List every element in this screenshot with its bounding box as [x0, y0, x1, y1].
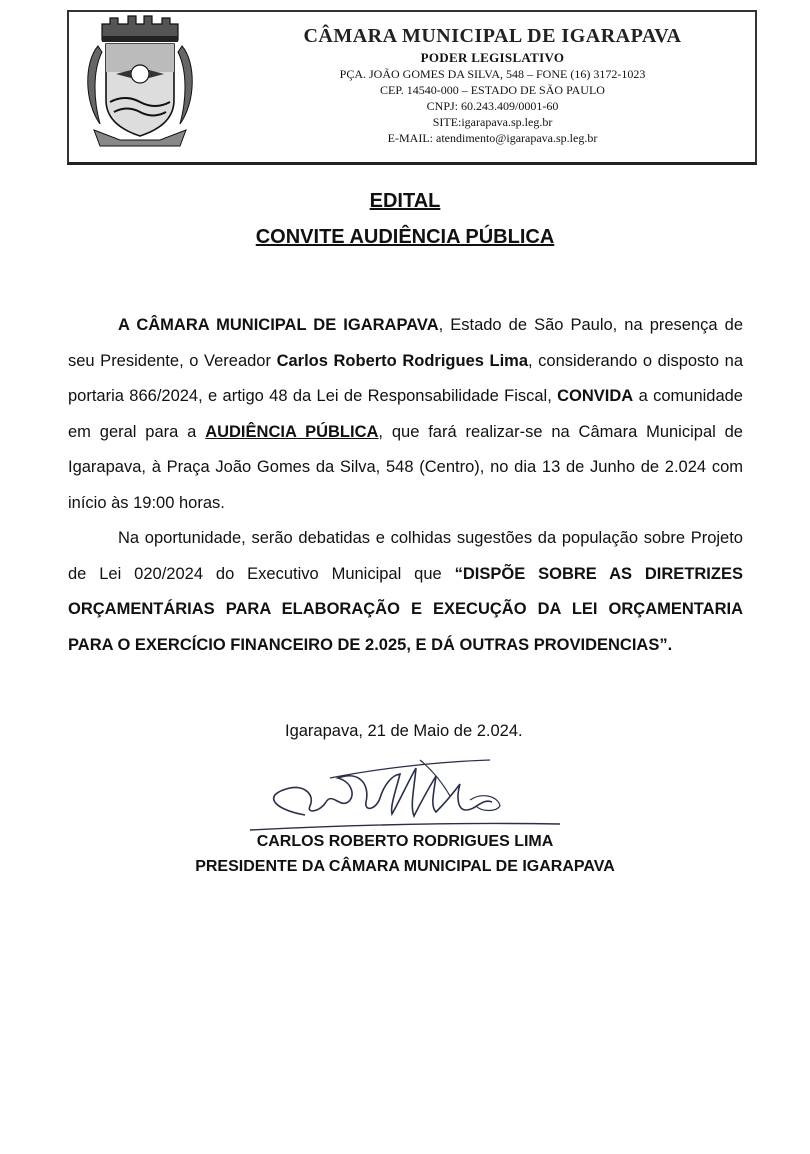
- bill-title: “DISPÕE SOBRE AS DIRETRIZES ORÇAMENTÁRIAS PARA ELABORAÇÃO E EXECUÇÃO DA LEI ORÇAMENTARIA PARA O EXERCÍCIO FINANCEIRO DE 2.025, E DÁ OUTRAS PROVIDENCIAS”.: [68, 564, 743, 654]
- text-run: , Estado de São Paulo, na presença de seu Presidente, o Vereador: [68, 316, 743, 370]
- institution-name: CÂMARA MUNICIPAL DE IGARAPAVA: [303, 25, 682, 47]
- text-run: a comunidade em geral para a: [68, 387, 743, 441]
- paragraph-invitation: [68, 308, 743, 521]
- site-line: SITE:igarapava.sp.leg.br: [432, 115, 553, 129]
- paragraph-agenda: [68, 521, 743, 663]
- coat-of-arms-icon: [80, 12, 200, 152]
- cnpj-line: CNPJ: 60.243.409/0001-60: [426, 99, 559, 113]
- email-line: E-MAIL: atendimento@igarapava.sp.leg.br: [387, 131, 598, 145]
- chamber-name: A CÂMARA MUNICIPAL DE IGARAPAVA: [118, 316, 439, 334]
- president-name: Carlos Roberto Rodrigues Lima: [276, 351, 529, 370]
- text-run: Na oportunidade, serão debatidas e colhidas sugestões da população sobre Projeto de Lei 020/2024 do Executivo Municipal que: [68, 529, 743, 583]
- cep-line: CEP. 14540-000 – ESTADO DE SÃO PAULO: [380, 83, 605, 97]
- document-title: EDITAL: [369, 190, 441, 212]
- handwritten-signature: [220, 740, 580, 840]
- institution-branch: PODER LEGISLATIVO: [420, 50, 565, 65]
- invites-word: CONVIDA: [557, 387, 634, 405]
- place-date: Igarapava, 21 de Maio de 2.024.: [285, 722, 523, 740]
- address-line: PÇA. JOÃO GOMES DA SILVA, 548 – FONE (16) 3172-1023: [339, 67, 646, 81]
- signatory-role: PRESIDENTE DA CÂMARA MUNICIPAL DE IGARAPAVA: [195, 858, 615, 875]
- signatory-name: CARLOS ROBERTO RODRIGUES LIMA: [256, 833, 554, 850]
- public-hearing-term: AUDIÊNCIA PÚBLICA: [205, 422, 379, 441]
- text-run: , que fará realizar-se na Câmara Municipal de Igarapava, à Praça João Gomes da Silva, 548 (Centro), no dia 13 de Junho de 2.024 com início às 19:00 horas.: [68, 422, 743, 512]
- text-run: , considerando o disposto na portaria 866/2024, e artigo 48 da Lei de Responsabilidade Fiscal,: [68, 351, 743, 405]
- document-subtitle: CONVITE AUDIÊNCIA PÚBLICA: [255, 226, 555, 248]
- letterhead-text: [230, 20, 755, 146]
